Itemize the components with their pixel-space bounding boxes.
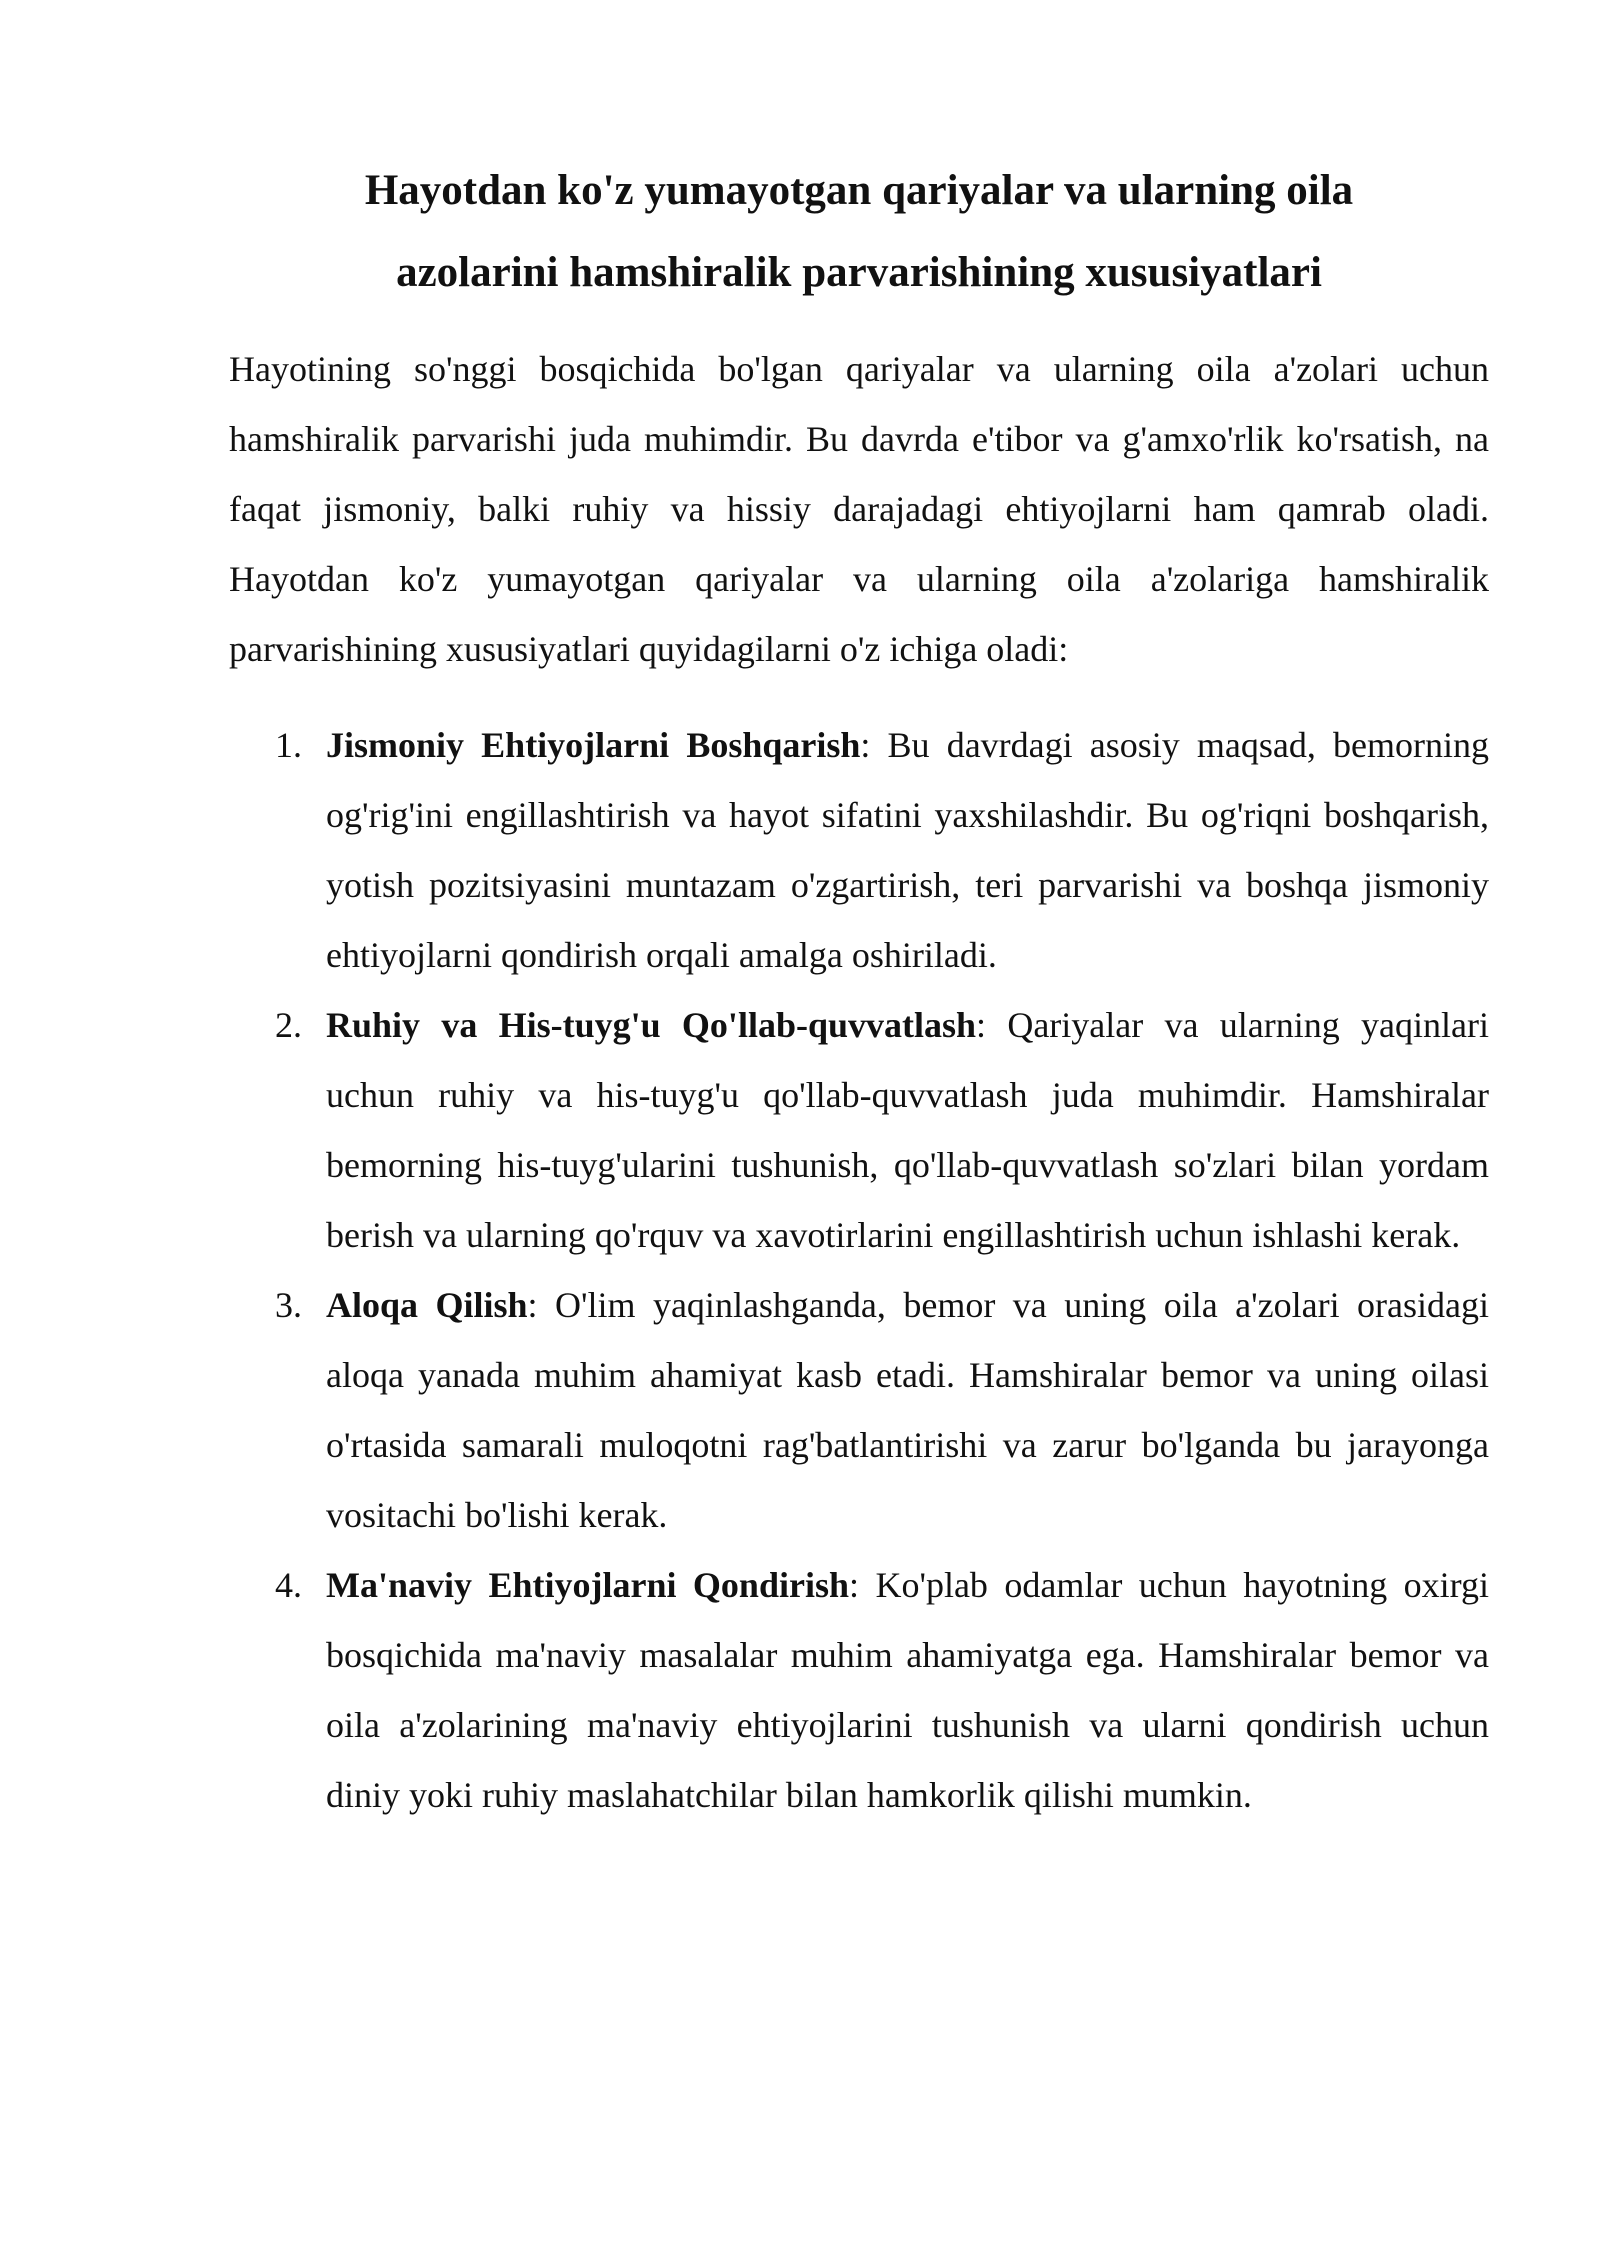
list-item-number: 3. <box>275 1285 302 1325</box>
document-title <box>229 150 1489 314</box>
list-item-heading: Ruhiy va His-tuyg'u Qo'llab-quvvatlash <box>326 1005 977 1045</box>
list-item <box>229 1270 1489 1550</box>
title-line-2: azolarini hamshiralik parvarishining xususiyatlari <box>396 249 1322 296</box>
list-item <box>229 1550 1489 1830</box>
list-item-text: : Ko'plab odamlar uchun hayotning oxirgi bosqichida ma'naviy masalalar muhim ahamiyatga ega. Hamshiralar bemor va oila a'zolarining ma'naviy ehtiyojlarini tushunish va ularni qondirish uchun diniy yoki ruhiy maslahatchilar bilan hamkorlik qilishi mumkin. <box>326 1565 1490 1815</box>
list-item <box>229 710 1489 990</box>
list-item-number: 1. <box>275 725 302 765</box>
list-item-number: 2. <box>275 1005 302 1045</box>
list-item-text: : Qariyalar va ularning yaqinlari uchun ruhiy va his-tuyg'u qo'llab-quvvatlash juda muhimdir. Hamshiralar bemorning his-tuyg'ularini tushunish, qo'llab-quvvatlash so'zlari bilan yordam berish va ularning qo'rquv va xavotirlarini engillashtirish uchun ishlashi kerak. <box>326 1005 1489 1255</box>
list-item-text: : Bu davrdagi asosiy maqsad, bemorning og'rig'ini engillashtirish va hayot sifatini yaxshilashdir. Bu og'riqni boshqarish, yotish pozitsiyasini muntazam o'zgartirish, teri parvarishi va boshqa jismoniy ehtiyojlarni qondirish orqali amalga oshiriladi. <box>326 725 1489 975</box>
list-item-heading: Ma'naviy Ehtiyojlarni Qondirish <box>326 1565 849 1605</box>
numbered-list <box>229 710 1489 1830</box>
document-page <box>229 150 1489 1830</box>
list-item-heading: Jismoniy Ehtiyojlarni Boshqarish <box>326 725 861 765</box>
list-item-heading: Aloqa Qilish <box>326 1285 528 1325</box>
intro-paragraph: Hayotining so'nggi bosqichida bo'lgan qariyalar va ularning oila a'zolari uchun hamshiralik parvarishi juda muhimdir. Bu davrda e'tibor va g'amxo'rlik ko'rsatish, na faqat jismoniy, balki ruhiy va hissiy darajadagi ehtiyojlarni ham qamrab oladi. Hayotdan ko'z yumayotgan qariyalar va ularning oila a'zolariga hamshiralik parvarishining xususiyatlari quyidagilarni o'z ichiga oladi: <box>229 349 1489 669</box>
title-line-1: Hayotdan ko'z yumayotgan qariyalar va ularning oila <box>364 167 1354 214</box>
list-item-text: : O'lim yaqinlashganda, bemor va uning oila a'zolari orasidagi aloqa yanada muhim ahamiyat kasb etadi. Hamshiralar bemor va uning oilasi o'rtasida samarali muloqotni rag'batlantirishi va zarur bo'lganda bu jarayonga vositachi bo'lishi kerak. <box>326 1285 1489 1535</box>
list-item-number: 4. <box>275 1565 302 1605</box>
list-item <box>229 990 1489 1270</box>
